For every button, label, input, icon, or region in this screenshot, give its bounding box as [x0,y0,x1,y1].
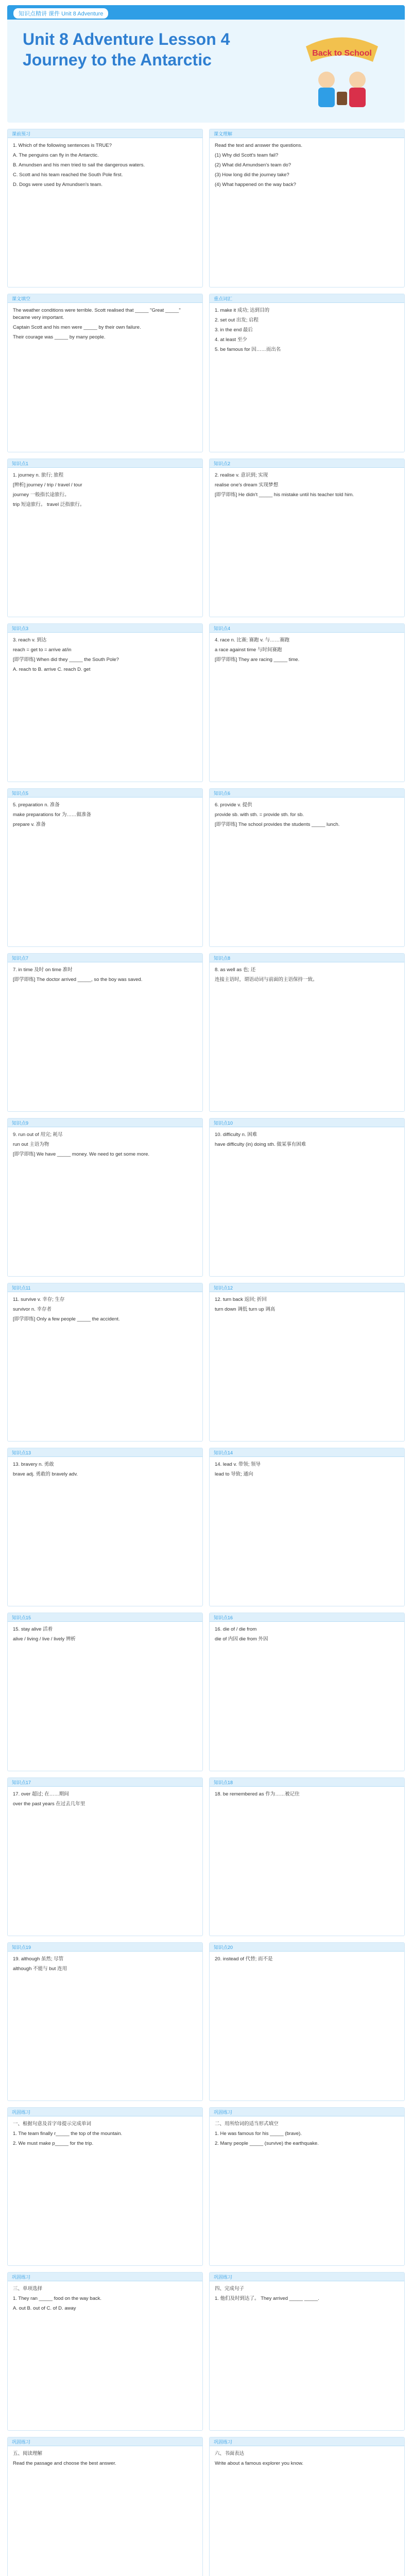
slide-line: 2. set out 出发; 启程 [215,317,259,323]
slide-card [209,2107,405,2266]
slide-line: 14. lead v. 带领; 领导 [215,1462,261,1467]
slide-card [7,1942,203,2101]
slide-line: [即学即练] He didn't _____ his mistake until his teacher told him. [215,492,354,498]
slide-body [210,138,404,195]
slide-row [7,788,405,947]
slide-row [7,459,405,617]
cover-title: Unit 8 Adventure Lesson 4 Journey to the Antarctic [23,30,230,69]
slide-body [8,798,202,835]
slide-header: 巩固练习 [210,2108,404,2116]
slide-line: Read the text and answer the questions. [215,143,303,148]
slide-line: (3) How long did the journey take? [215,172,289,178]
slide-card [209,1448,405,1606]
slide-grid [7,129,405,2576]
slide-header: 课文填空 [8,294,202,303]
slide-line: 连接主语时，谓语动词与前面的主语保持一致。 [215,977,318,982]
slide-line: D. Dogs were used by Amundsen's team. [13,182,102,188]
slide-line: Their courage was _____ by many people. [13,334,106,340]
slide-header: 课前预习 [8,129,202,138]
slide-card [7,459,203,617]
slide-header: 知识点9 [8,1118,202,1127]
slide-line: over the past years 在过去几年里 [13,1801,85,1807]
slide-card [7,623,203,782]
slide-line: (1) Why did Scott's team fail? [215,152,279,158]
slide-line: 1. journey n. 旅行; 旅程 [13,472,64,478]
slide-body [210,2446,404,2474]
slide-card [209,1777,405,1936]
slide-card [7,2272,203,2431]
slide-line: [即学即练] They are racing _____ time. [215,657,300,663]
slide-card [7,294,203,452]
slide-line: 五、阅读理解 [13,2451,43,2456]
slide-card [209,2272,405,2431]
slide-card [209,2437,405,2576]
slide-line: 20. instead of 代替; 而不是 [215,1956,273,1962]
slide-line: 13. bravery n. 勇敢 [13,1462,54,1467]
slide-line: 2. realise v. 意识到; 实现 [215,472,268,478]
slide-body [210,468,404,505]
slide-line: brave adj. 勇敢的 bravely adv. [13,1471,78,1477]
slide-row [7,1613,405,1771]
slide-header: 知识点4 [210,624,404,633]
slide-body [8,2116,202,2154]
slide-line: provide sb. with sth. = provide sth. for sb. [215,812,304,818]
slide-line: 一、根据句意及首字母提示完成单词 [13,2121,92,2127]
slide-line: A. reach to B. arrive C. reach D. get [13,667,91,672]
slide-body [210,303,404,360]
slide-line: The weather conditions were terrible. Scott realised that _____ "Great _____" became very important. [13,308,181,320]
slide-card [209,1118,405,1277]
slide-line: 2. We must make p_____ for the trip. [13,2141,94,2146]
slide-header: 知识点7 [8,954,202,962]
slide-card [209,294,405,452]
slide-line: 六、书面表达 [215,2451,245,2456]
cover-art-text: Back to School [312,49,372,58]
slide-header: 知识点14 [210,1448,404,1457]
slide-body [8,138,202,195]
slide-line: realise one's dream 实现梦想 [215,482,279,488]
slide-body [210,2281,404,2309]
slide-line: 1. The team finally r_____ the top of the mountain. [13,2131,123,2137]
slide-card [7,1283,203,1442]
slide-line: alive / living / live / lively 辨析 [13,1636,76,1642]
slide-line: 7. in time 及时 on time 准时 [13,967,73,973]
slide-line: Write about a famous explorer you know. [215,2461,303,2466]
slide-body [8,962,202,990]
slide-card [209,1283,405,1442]
slide-line: [即学即练] We have _____ money. We need to get some more. [13,1151,150,1157]
slide-line: make preparations for 为……做准备 [13,812,92,818]
slide-line: [即学即练] The school provides the students _____ lunch. [215,822,340,827]
slide-body [210,1457,404,1485]
slide-body [8,1292,202,1330]
slide-header: 知识点20 [210,1943,404,1952]
slide-line: 18. be remembered as 作为……被记住 [215,1791,300,1797]
slide-line: B. Amundsen and his men tried to sail the dangerous waters. [13,162,145,168]
slide-header: 知识点2 [210,459,404,468]
slide-line: 15. stay alive 活着 [13,1626,53,1632]
slide-row [7,1942,405,2101]
slide-line: 1. Which of the following sentences is TRUE? [13,143,112,148]
slide-line: 1. 他们及时到达了。 They arrived _____ _____. [215,2296,319,2301]
slide-line: Read the passage and choose the best answer. [13,2461,116,2466]
slide-line: [即学即练] The doctor arrived _____, so the boy was saved. [13,977,143,982]
slide-card [7,129,203,287]
slide-line: although 不能与 but 连用 [13,1966,67,1972]
slide-line: [辨析] journey / trip / travel / tour [13,482,82,488]
cover-slide [7,5,405,123]
slide-header: 巩固练习 [8,2273,202,2281]
slide-line: A. The penguins can fly in the Antarctic. [13,152,99,158]
slide-line: have difficulty (in) doing sth. 做某事有困难 [215,1142,306,1147]
slide-line: Captain Scott and his men were _____ by their own failure. [13,325,141,330]
slide-body [8,1127,202,1165]
slide-line: lead to 导致; 通向 [215,1471,253,1477]
slide-body [210,1952,404,1970]
slide-card [7,2437,203,2576]
slide-header: 重点词汇 [210,294,404,303]
slide-line: 19. although 虽然; 尽管 [13,1956,64,1962]
slide-row [7,1283,405,1442]
slide-row [7,953,405,1112]
slide-row [7,2437,405,2576]
slide-body [8,1952,202,1979]
slide-body [210,1127,404,1155]
slide-line: a race against time 与时间赛跑 [215,647,282,653]
slide-header: 知识点17 [8,1778,202,1787]
slide-body [8,1457,202,1485]
slide-line: 二、用所给词的适当形式填空 [215,2121,279,2127]
slide-header: 课文理解 [210,129,404,138]
slide-line: 9. run out of 用完; 耗尽 [13,1132,63,1138]
slide-line: 三、单项选择 [13,2286,43,2292]
slide-line: 4. race n. 比赛; 赛跑 v. 与……赛跑 [215,637,289,643]
slide-line: (4) What happened on the way back? [215,182,296,188]
slide-line: journey 一般指长途旅行。 [13,492,70,498]
slide-header: 巩固练习 [8,2437,202,2446]
slide-line: 5. preparation n. 准备 [13,802,60,808]
slide-header: 知识点16 [210,1613,404,1622]
slide-row [7,2107,405,2266]
slide-body [210,1622,404,1650]
slide-header: 知识点15 [8,1613,202,1622]
cover-illustration [296,26,388,113]
slide-line: 17. over 超过; 在……期间 [13,1791,69,1797]
slide-row [7,1448,405,1606]
slide-header: 知识点1 [8,459,202,468]
slide-line: 8. as well as 也; 还 [215,967,256,973]
slide-line: 3. in the end 最后 [215,327,253,333]
slide-header: 知识点3 [8,624,202,633]
slide-card [209,459,405,617]
slide-header: 知识点12 [210,1283,404,1292]
slide-body [8,1622,202,1650]
slide-line: 5. be famous for 因……而出名 [215,347,281,352]
slide-line: 6. provide v. 提供 [215,802,252,808]
slide-header: 知识点11 [8,1283,202,1292]
slide-body [8,1787,202,1815]
slide-header: 知识点5 [8,789,202,798]
slide-line: C. Scott and his team reached the South Pole first. [13,172,123,178]
slide-card [7,1613,203,1771]
slide-header: 知识点13 [8,1448,202,1457]
slide-line: 2. Many people _____ (survive) the earthquake. [215,2141,319,2146]
slide-card [209,1613,405,1771]
slide-line: A. out B. out of C. of D. away [13,2306,76,2311]
slide-card [209,788,405,947]
slide-line: survivor n. 幸存者 [13,1307,52,1312]
slide-card [7,1448,203,1606]
slide-body [210,1292,404,1320]
slide-line: [即学即练] Only a few people _____ the accident. [13,1316,120,1322]
slide-line: 10. difficulty n. 困难 [215,1132,258,1138]
slide-line: prepare v. 准备 [13,822,46,827]
slide-line: 4. at least 至少 [215,337,247,343]
slide-line: 16. die of / die from [215,1626,257,1632]
slide-header: 知识点10 [210,1118,404,1127]
slide-line: 1. He was famous for his _____ (brave). [215,2131,302,2137]
slide-body [8,2281,202,2319]
slide-body [8,303,202,348]
slide-header: 知识点6 [210,789,404,798]
slide-body [8,468,202,515]
slide-card [209,1942,405,2101]
slide-card [7,1118,203,1277]
slide-body [210,633,404,670]
slide-line: trip 短途旅行。 travel 泛指旅行。 [13,502,85,507]
slide-row [7,1777,405,1936]
slide-header: 巩固练习 [8,2108,202,2116]
slide-card [7,953,203,1112]
slide-body [8,2446,202,2474]
slide-row [7,2272,405,2431]
slide-body [210,798,404,835]
slide-row [7,623,405,782]
slide-line: die of 内因 die from 外因 [215,1636,268,1642]
slide-header: 知识点8 [210,954,404,962]
slide-body [210,1787,404,1805]
slide-body [8,633,202,680]
slide-header: 巩固练习 [210,2273,404,2281]
slide-body [210,962,404,990]
slide-line: 四、完成句子 [215,2286,245,2292]
slide-line: 12. turn back 返回; 折回 [215,1297,267,1302]
slide-line: turn down 调低 turn up 调高 [215,1307,276,1312]
slide-card [209,129,405,287]
slide-card [209,953,405,1112]
slide-header: 知识点18 [210,1778,404,1787]
slide-row [7,129,405,287]
slide-line: 1. They ran _____ food on the way back. [13,2296,101,2301]
slide-header: 巩固练习 [210,2437,404,2446]
slide-card [7,788,203,947]
slide-line: reach = get to = arrive at/in [13,647,72,653]
slide-header: 知识点19 [8,1943,202,1952]
slide-line: (2) What did Amundsen's team do? [215,162,291,168]
slide-line: [即学即练] When did they _____ the South Pole? [13,657,119,663]
slide-row [7,1118,405,1277]
slide-card [7,1777,203,1936]
slide-card [7,2107,203,2266]
slide-line: 3. reach v. 到达 [13,637,47,643]
slide-line: run out 主语为物 [13,1142,49,1147]
cover-tag: 知识点精讲 课件 Unit 8 Adventure [13,8,108,19]
slide-line: 1. make it 成功; 达到目的 [215,308,270,313]
slide-card [209,623,405,782]
slide-body [210,2116,404,2154]
slide-line: 11. survive v. 幸存; 生存 [13,1297,65,1302]
slide-row [7,294,405,452]
